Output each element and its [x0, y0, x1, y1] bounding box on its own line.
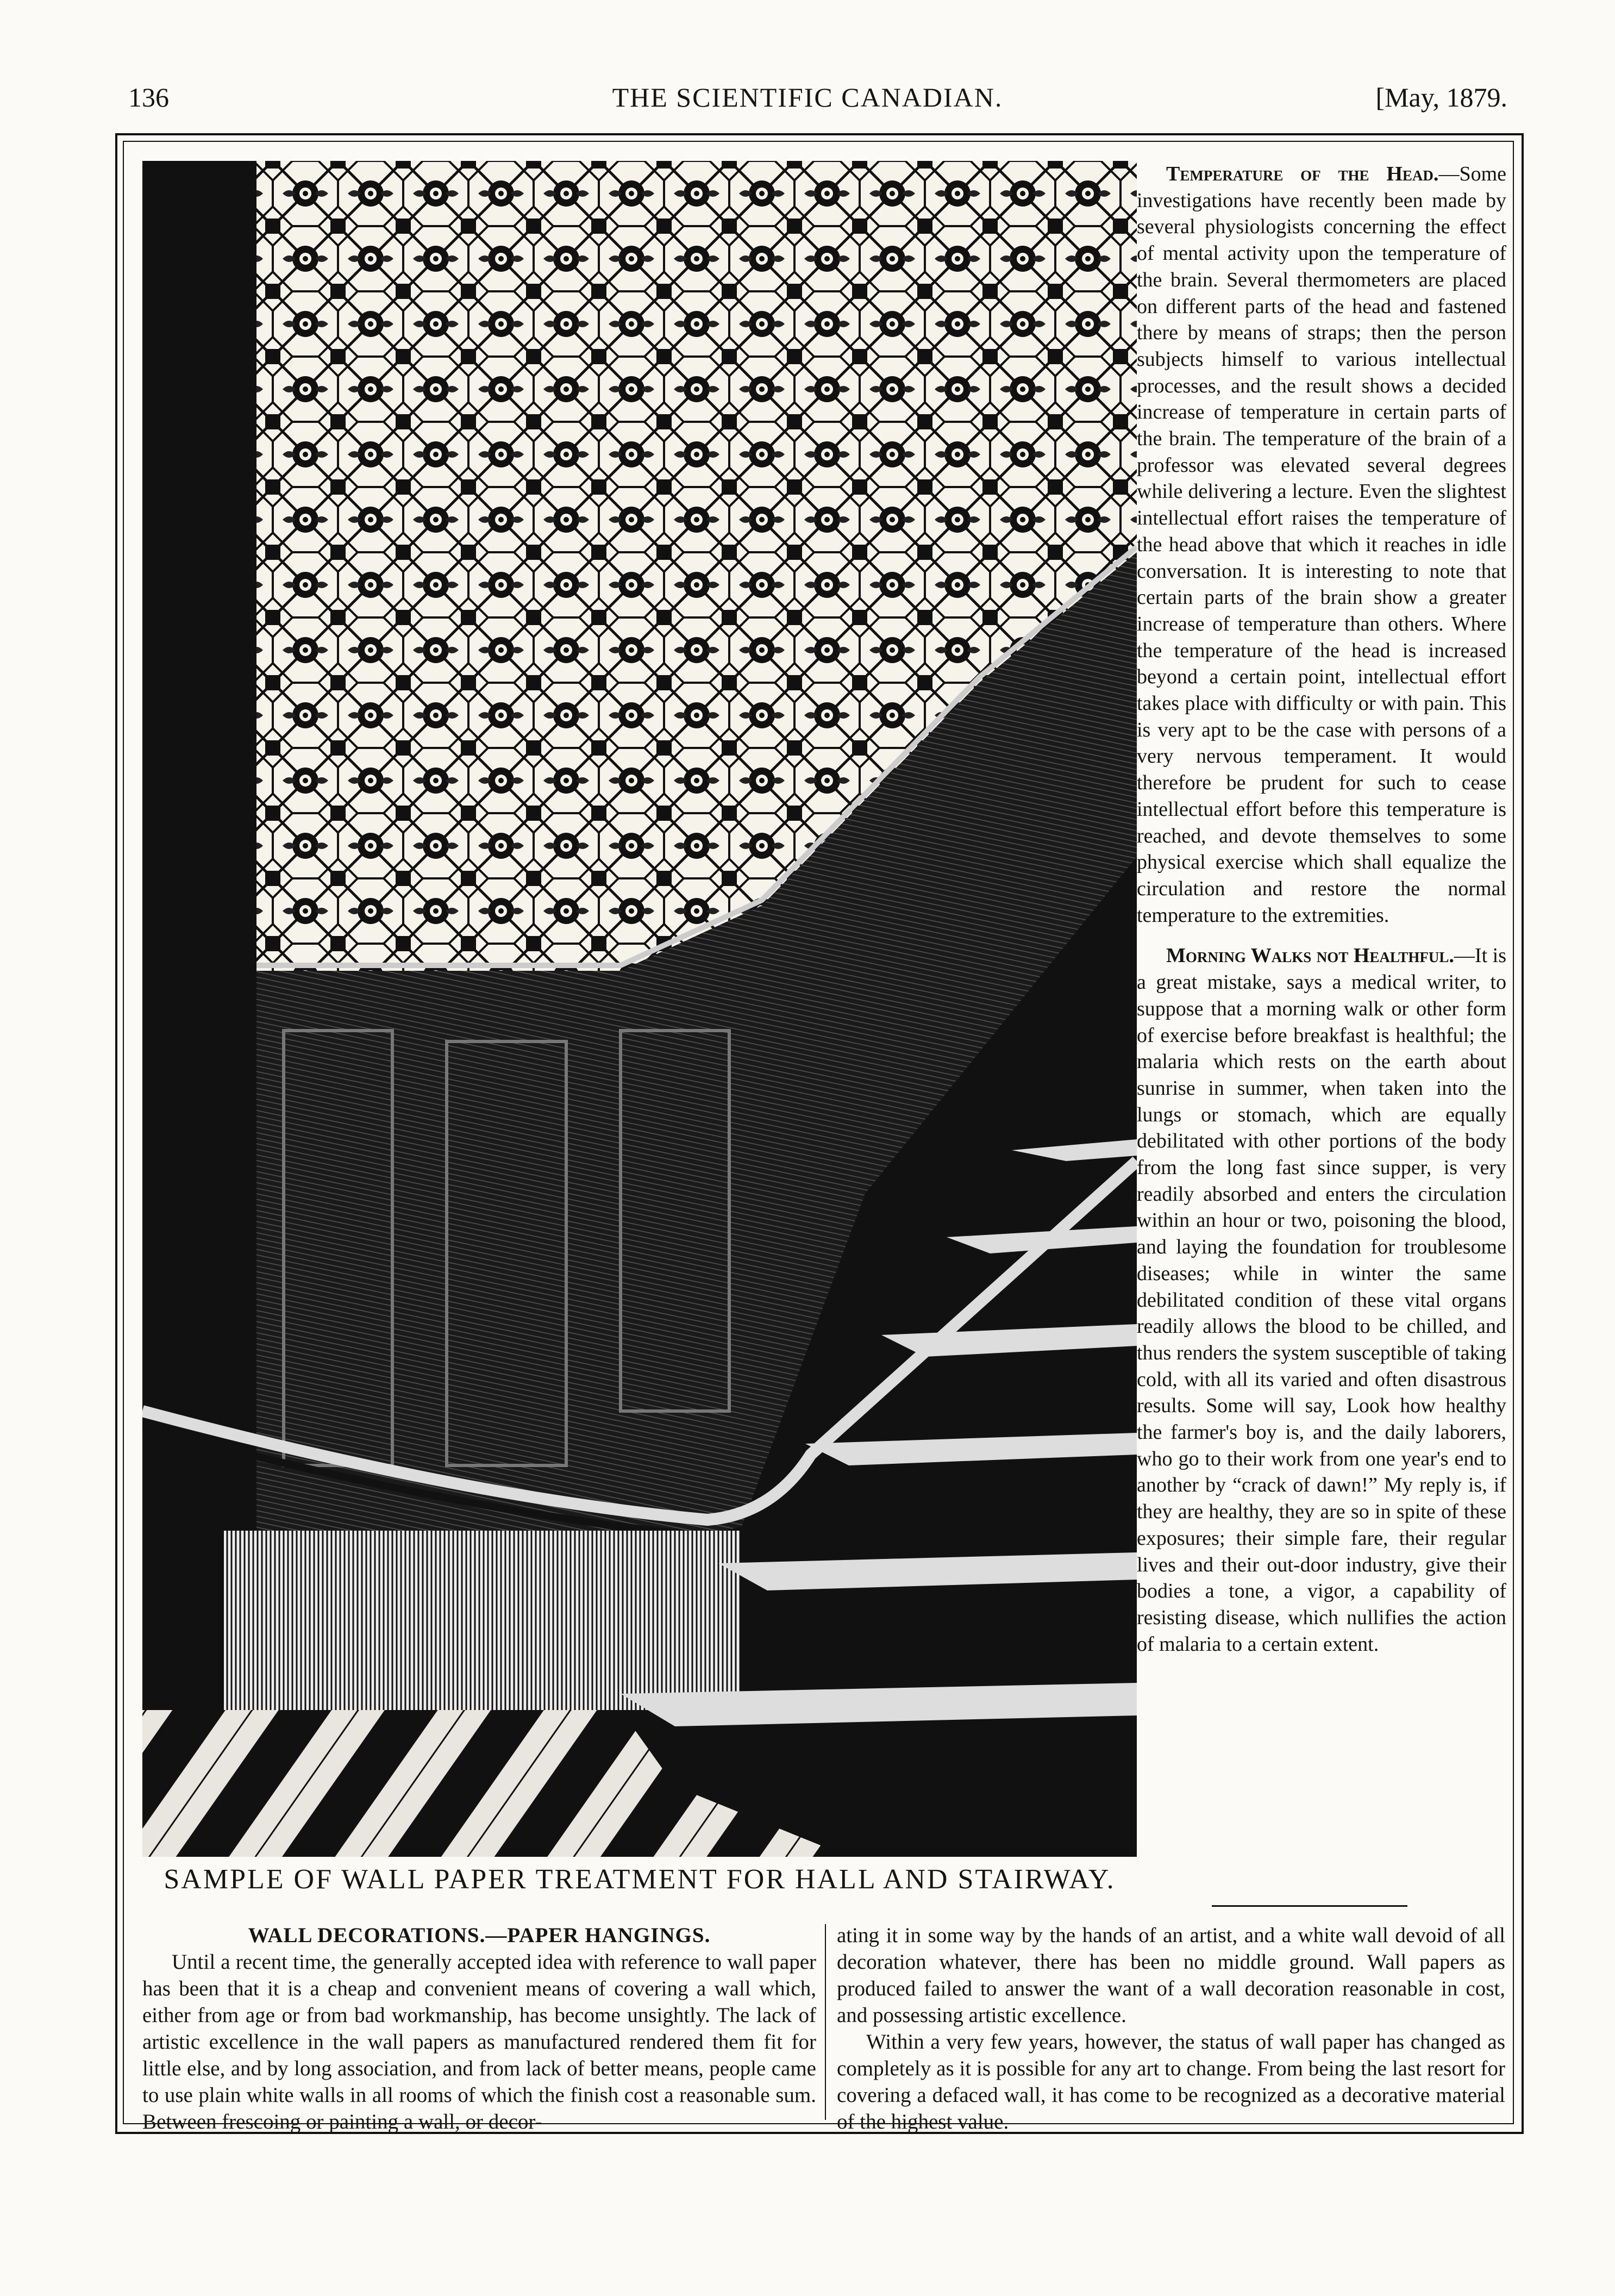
wall-decorations-paragraph-1: Until a recent time, the generally accepted idea with reference to wall paper has been that it is a cheap and convenient means of covering a wall which, either from age or from bad workmanship, has become unsightly. The lack of artistic excellence in the wall papers as manufactured rendered them fit for little else, and by long association, and from lack of better means, people came to use plain white walls in all rooms of which the finish cost a reasonable sum. Between frescoing or painting a wall, or decor- — [142, 1950, 816, 2133]
column-rule — [825, 1924, 826, 2120]
page-number: 136 — [128, 82, 169, 113]
article-temperature — [1137, 161, 1506, 928]
right-column — [1137, 161, 1506, 1671]
page-header — [0, 82, 1615, 130]
issue-date: [May, 1879. — [1375, 82, 1507, 113]
article-morning-walks-body: —It is a great mistake, says a medical writer, to suppose that a morning walk or other form of exercise before breakfast is healthful; the malaria which rests on the earth about sunrise in summer, when taken into the lungs or stomach, which are equally debilitated with other portions of the body from the long fast since supper, is very readily absorbed and enters the circulation within an hour or two, poisoning the blood, and laying the foundation for troublesome diseases; while in winter the same debilitated condition of these vital organs readily allows the blood to be chilled, and thus renders the system susceptible of taking cold, with all its varied and often disastrous results. Some will say, Look how healthy the farmer's boy is, and the daily laborers, who go to their work from one year's end to another by “crack of dawn!” My reply is, if they are healthy, they are so in spite of these exposures; their simple fare, their regular lives and their out-door industry, give their bodies a tone, a vigor, a capability of resisting disease, which nullifies the action of malaria to a certain extent. — [1137, 944, 1507, 1656]
article-temperature-heading: Temperature of the Head. — [1166, 163, 1439, 185]
article-morning-walks-heading: Morning Walks not Healthful. — [1166, 944, 1454, 968]
article-morning-walks — [1137, 943, 1506, 1657]
article-temperature-body: —Some investigations have recently been made by several physiologists concerning the effect of mental activity upon the temperature of the brain. Several thermometers are placed on different parts of the head and fastened there by means of straps; then the person subjects himself to various intellectual processes, and the result shows a decided increase of temperature in certain parts of the brain. The temperature of the brain of a professor was elevated several degrees while delivering a lecture. Even the slightest intellectual effort raises the temperature of the head above that which it reaches in idle conversation. It is interesting to note that certain parts of the brain show a greater increase of temperature than others. Where the temperature of the head is increased beyond a certain point, intellectual effort takes place with difficulty or with pain. This is very apt to be the case with persons of a very nervous temperament. It would therefore be prudent for such to cease intellectual effort before this temperature is reached, and devote themselves to some physical exercise which shall equalize the circulation and restore the normal temperature to the extremities. — [1137, 163, 1506, 927]
illustration-caption: SAMPLE OF WALL PAPER TREATMENT FOR HALL AND STAIRWAY. — [164, 1864, 1116, 1895]
wall-decorations-paragraph-2: Within a very few years, however, the status of wall paper has changed as completely as it is possible for any art to change. From being the last resort for covering a defaced wall, it has come to be recognized as a decorative material of the highest value. — [837, 2030, 1505, 2133]
wall-decorations-left-column — [142, 1922, 816, 2135]
stairway-engraving — [142, 161, 1137, 1857]
wall-decorations-right-column — [837, 1922, 1505, 2135]
section-divider — [1212, 1905, 1407, 1907]
wall-decorations-title: WALL DECORATIONS.—PAPER HANGINGS. — [248, 1924, 711, 1947]
wall-decorations-paragraph-1-cont: ating it in some way by the hands of an artist, and a white wall devoid of all decoration whatever, there has been no middle ground. Wall papers as produced failed to answer the want of a wall decoration reasonable in cost, and possessing artistic excellence. — [837, 1924, 1505, 2027]
journal-title: THE SCIENTIFIC CANADIAN. — [612, 82, 1003, 113]
article-morning-walks-text — [1137, 943, 1506, 1657]
article-temperature-text — [1137, 161, 1506, 928]
